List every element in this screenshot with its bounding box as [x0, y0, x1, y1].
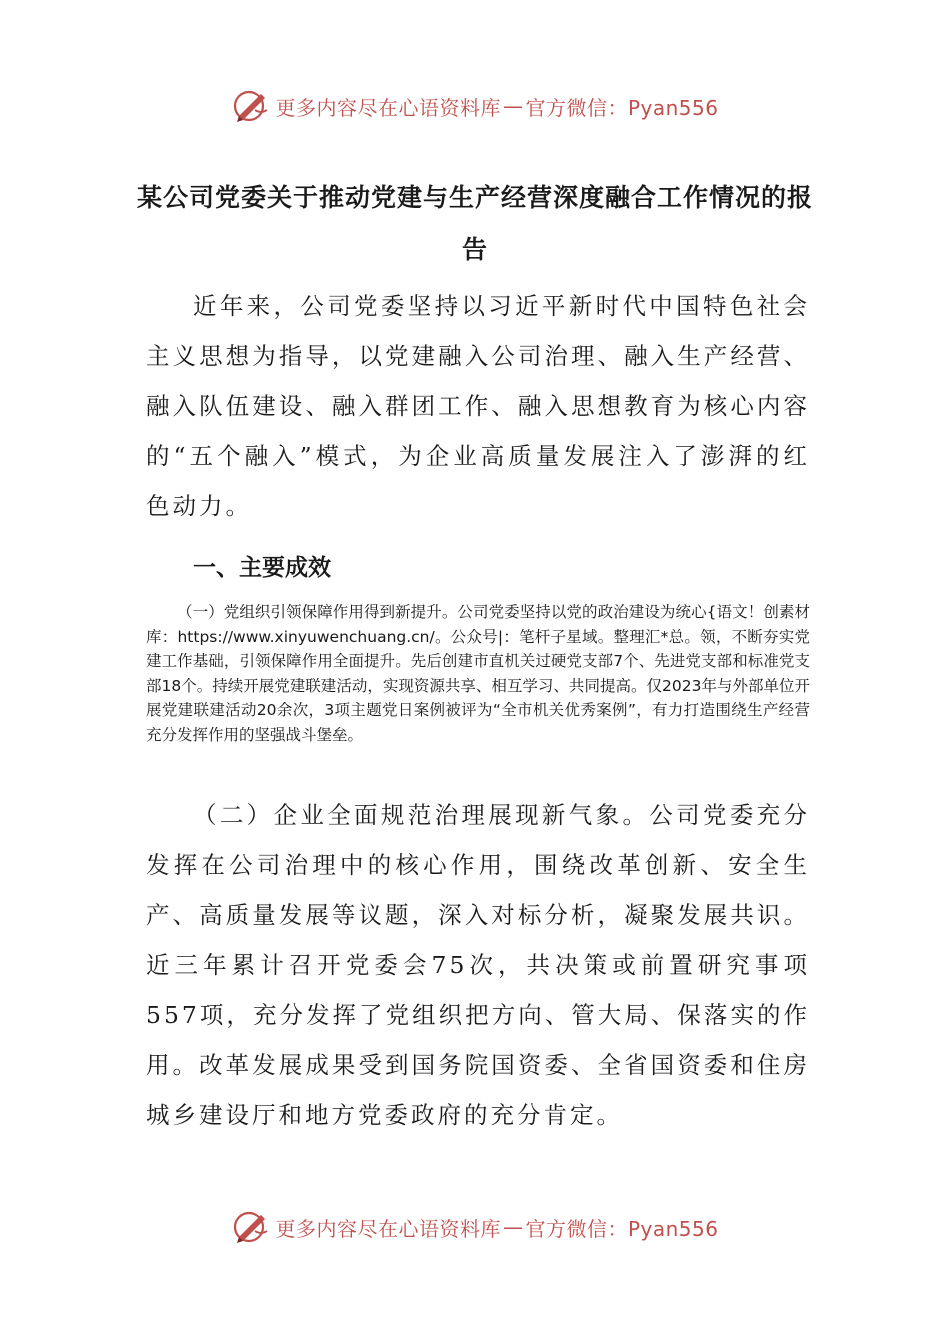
pen-logo-icon [231, 86, 271, 126]
section-heading: 一、主要成效 [193, 555, 331, 581]
watermark-dash: — [502, 1215, 524, 1239]
document-title: 某公司党委关于推动党建与生产经营深度融合工作情况的报告 [136, 183, 813, 264]
watermark-dash: — [502, 94, 524, 118]
watermark-contact: 官方微信：Pyan556 [525, 1216, 719, 1241]
watermark-brand: 更多内容尽在心语资料库 [275, 1216, 501, 1241]
item2-paragraph: （二）企业全面规范治理展现新气象。公司党委充分发挥在公司治理中的核心作用，围绕改革创新、安全生产、高质量发展等议题，深入对标分析，凝聚发展共识。近三年累计召开党委会75次，共决策或前置研究事项557项，充分发挥了党组织把方向、管大局、保落实的作用。改革发展成果受到国务院国资委、全省国资委和住房城乡建设厅和地方党委政府的充分肯定。 [146, 801, 810, 1129]
watermark-contact: 官方微信：Pyan556 [525, 95, 719, 120]
pen-logo-icon [231, 1207, 271, 1247]
header-watermark [0, 81, 950, 131]
footer-watermark [0, 1202, 950, 1252]
intro-paragraph: 近年来，公司党委坚持以习近平新时代中国特色社会主义思想为指导，以党建融入公司治理、融入生产经营、融入队伍建设、融入群团工作、融入思想教育为核心内容的“五个融入”模式，为企业高质量发展注入了澎湃的红色动力。 [146, 292, 810, 520]
item1-paragraph: （一）党组织引领保障作用得到新提升。公司党委坚持以党的政治建设为统心{语文！创素材库：https://www.xinyuwenchuang.cn/。公众号|：笔杆子星域。整理汇*总。领，不断夯实党建工作基础，引领保障作用全面提升。先后创建市直机关过硬党支部7个、先进党支部和标准党支部18个。持续开展党建联建活动，实现资源共享、相互学习、共同提高。仅2023年与外部单位开展党建联建活动20余次，3项主题党日案例被评为“全市机关优秀案例”，有力打造围绕生产经营充分发挥作用的坚强战斗堡垒。 [146, 603, 810, 744]
watermark-brand: 更多内容尽在心语资料库 [275, 95, 501, 120]
